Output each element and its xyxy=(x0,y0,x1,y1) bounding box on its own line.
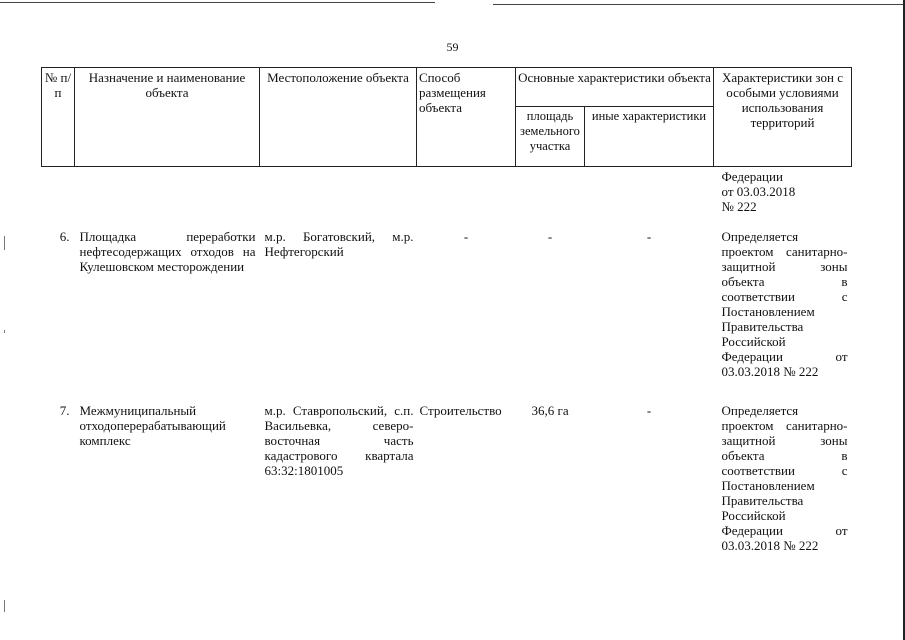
continuation-line: Федерации xyxy=(721,169,783,184)
row-name: Площадка переработки нефтесодержащих отходов на Кулешовском месторождении xyxy=(79,229,256,274)
continuation-row xyxy=(42,167,852,226)
table-row xyxy=(42,403,852,553)
scan-speck xyxy=(4,236,5,250)
continuation-line: от 03.03.2018 xyxy=(721,184,796,199)
objects-table xyxy=(41,67,852,553)
header-method: Способ размещения объекта xyxy=(417,68,516,167)
scan-speck xyxy=(4,600,5,612)
header-num: № п/п xyxy=(42,68,75,167)
row-location: м.р. Ставропольский, с.п. Васильевка, северо-восточная часть кадастрового квартала 63:32:1801005 xyxy=(264,403,414,478)
header-location: Местоположение объекта xyxy=(260,68,417,167)
table-row xyxy=(42,225,852,403)
row-zones: Определяется проектом санитарно-защитной зоны объекта в соответствии с Постановлением Правительства Российской Федерации от 03.03.2018 № 222 xyxy=(721,403,848,553)
header-row xyxy=(42,68,852,107)
header-name: Назначение и наименование объекта xyxy=(75,68,260,167)
row-location: м.р. Богатовский, м.р. Нефтегорский xyxy=(264,229,414,259)
row-method: - xyxy=(463,229,469,244)
row-area: - xyxy=(547,229,553,244)
page-number: 59 xyxy=(446,40,459,54)
scan-speck xyxy=(4,330,5,333)
row-other: - xyxy=(646,229,652,244)
row-name: Межмуниципальный отходоперерабатывающий комплекс xyxy=(79,403,226,448)
row-num: 6. xyxy=(59,229,70,244)
row-method: Строительство xyxy=(419,403,502,418)
scan-edge-top-right xyxy=(493,4,905,5)
continuation-line: № 222 xyxy=(721,199,757,214)
header-characteristics: Основные характеристики объекта xyxy=(516,68,714,107)
header-zones: Характеристики зон с особыми условиями использования территорий xyxy=(714,68,852,167)
row-other: - xyxy=(646,403,652,418)
row-area: 36,6 га xyxy=(531,403,569,418)
continuation-zones xyxy=(714,167,852,226)
header-area: площадь земельного участка xyxy=(516,107,585,167)
row-zones: Определяется проектом санитарно-защитной зоны объекта в соответствии с Постановлением Правительства Российской Федерации от 03.03.2018 № 222 xyxy=(721,229,848,379)
scan-edge-top-left xyxy=(0,2,435,3)
row-num: 7. xyxy=(59,403,70,418)
header-other: иные характеристики xyxy=(585,107,714,167)
